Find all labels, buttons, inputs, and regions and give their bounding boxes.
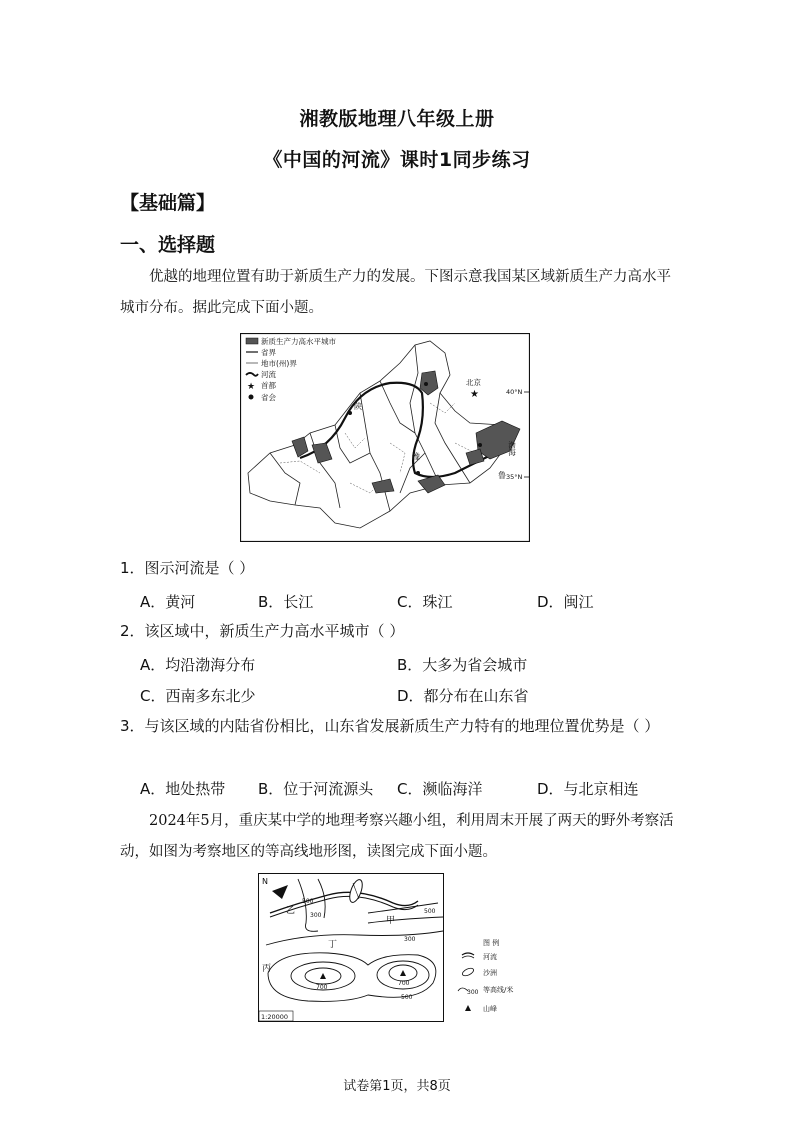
beijing-star-icon: ★ bbox=[470, 389, 479, 400]
place-jia: 甲 bbox=[386, 916, 396, 926]
contour-label-3: 500 bbox=[424, 908, 436, 915]
place-bing: 丙 bbox=[262, 964, 272, 974]
north-label: N bbox=[262, 877, 268, 886]
legend2-peak: 山峰 bbox=[483, 1005, 497, 1013]
contour-label-5: 700 bbox=[316, 984, 328, 991]
legend2-contour: 等高线/米 bbox=[483, 986, 514, 994]
page-footer: 试卷第1页，共8页 bbox=[343, 1079, 451, 1094]
passage-1: 优越的地理位置有助于新质生产力的发展。下图示意我国某区域新质生产力高水平城市分布。据此完成下面小题。 bbox=[120, 269, 671, 316]
question-3-option-a[interactable]: A．地处热带 bbox=[140, 780, 226, 798]
legend-city-boundary: 地市(州)界 bbox=[261, 359, 297, 368]
question-3-stem: 3．与该区域的内陆省份相比，山东省发展新质生产力特有的地理位置优势是（ ） bbox=[120, 717, 660, 735]
legend2-contour-value: 300 bbox=[467, 989, 479, 996]
scale-label: 1:20000 bbox=[261, 1013, 289, 1021]
legend-provincial-capital: 省会 bbox=[261, 393, 276, 402]
contour-label-4: 300 bbox=[404, 936, 416, 943]
legend2-river: 河流 bbox=[483, 953, 497, 961]
section-choice-heading: 一、选择题 bbox=[120, 234, 216, 256]
legend-capital: 首都 bbox=[261, 381, 276, 390]
beijing-label: 北京 bbox=[466, 378, 481, 387]
question-2-option-c[interactable]: C．西南多东北少 bbox=[140, 687, 256, 705]
page-subtitle: 《中国的河流》课时1同步练习 bbox=[263, 149, 531, 171]
question-2-stem: 2．该区域中，新质生产力高水平城市（ ） bbox=[120, 622, 405, 640]
contour-label-2: 300 bbox=[310, 912, 322, 919]
question-1-option-a[interactable]: A．黄河 bbox=[140, 593, 196, 611]
peak-icon bbox=[465, 1005, 471, 1011]
contour-label-6: 700 bbox=[398, 980, 410, 987]
passage-2: 2024年5月，重庆某中学的地理考察兴趣小组，利用周末开展了两天的野外考察活动，如图为考察地区的等高线地形图，读图完成下面小题。 bbox=[120, 813, 674, 860]
question-1-option-b[interactable]: B．长江 bbox=[258, 593, 314, 611]
region-map bbox=[240, 333, 530, 542]
legend-river: 河流 bbox=[261, 370, 276, 379]
lat-35-label: 35°N bbox=[506, 473, 523, 481]
shandong-label: 鲁 bbox=[498, 471, 506, 480]
question-2-option-b[interactable]: B．大多为省会城市 bbox=[397, 656, 528, 674]
question-2-option-a[interactable]: A．均沿渤海分布 bbox=[140, 656, 256, 674]
legend2-title: 图 例 bbox=[483, 939, 500, 947]
section-basic-heading: 【基础篇】 bbox=[120, 192, 216, 214]
question-2-option-d[interactable]: D．都分布在山东省 bbox=[397, 687, 529, 705]
question-1-stem: 1．图示河流是（ ） bbox=[120, 559, 255, 577]
contour-label-7: 500 bbox=[401, 994, 413, 1001]
question-1-option-d[interactable]: D．闽江 bbox=[537, 593, 594, 611]
legend-province-boundary: 省界 bbox=[261, 348, 276, 357]
place-yi: 乙 bbox=[286, 906, 296, 916]
question-3-option-c[interactable]: C．濒临海洋 bbox=[397, 780, 483, 798]
henan-label: 豫 bbox=[412, 452, 420, 461]
question-3-option-d[interactable]: D．与北京相连 bbox=[537, 780, 639, 798]
question-3-option-b[interactable]: B．位于河流源头 bbox=[258, 780, 374, 798]
place-ding: 丁 bbox=[328, 940, 338, 950]
shaanxi-label: 陕 bbox=[354, 402, 362, 411]
capital-star-icon: ★ bbox=[247, 382, 256, 392]
contour-map bbox=[258, 873, 558, 1023]
page-title: 湘教版地理八年级上册 bbox=[299, 108, 495, 130]
question-1-option-c[interactable]: C．珠江 bbox=[397, 593, 453, 611]
lat-40-label: 40°N bbox=[506, 388, 523, 396]
bohai-label: 渤海 bbox=[507, 441, 517, 456]
legend2-sandbar: 沙洲 bbox=[483, 969, 497, 977]
legend-high-level-city: 新质生产力高水平城市 bbox=[261, 337, 336, 346]
contour-label-1: 500 bbox=[302, 898, 314, 905]
